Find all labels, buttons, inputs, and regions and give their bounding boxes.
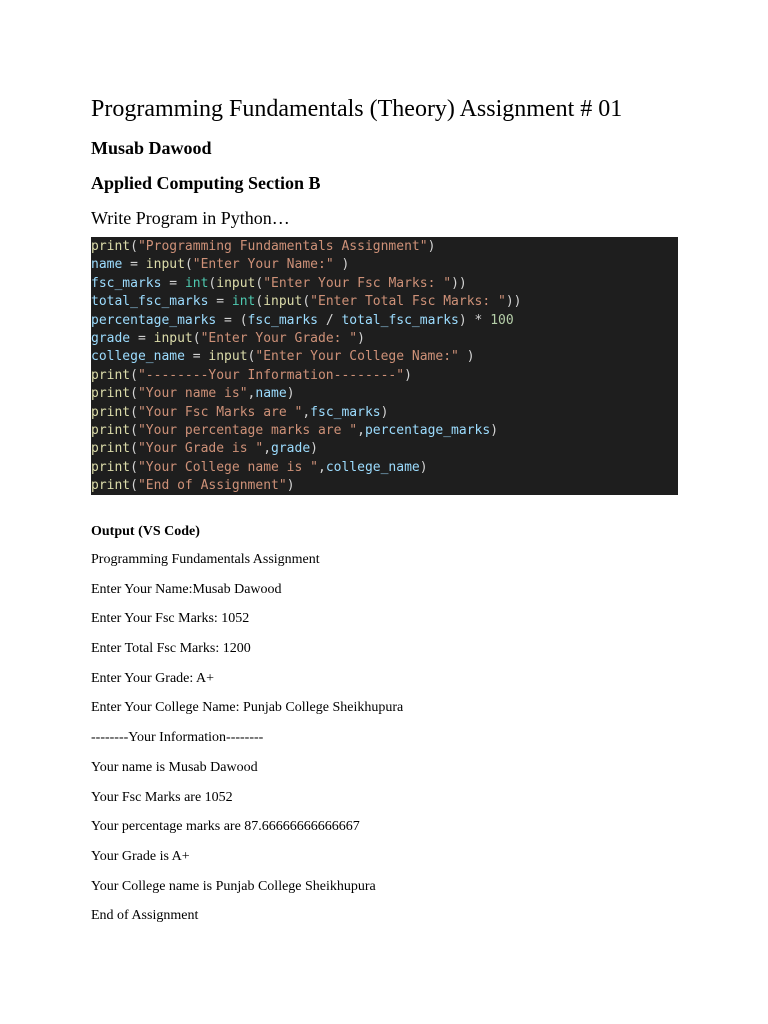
- code-token: input: [153, 330, 193, 346]
- code-token: print: [91, 386, 131, 402]
- code-token: ): [310, 441, 318, 457]
- code-line: [91, 312, 678, 330]
- code-token: =: [161, 275, 185, 291]
- output-line: Enter Your Grade: A+: [91, 670, 214, 686]
- code-line: [91, 385, 678, 403]
- output-line: Your College name is Punjab College Sheikhupura: [91, 878, 376, 894]
- code-token: grade: [271, 441, 311, 457]
- output-line: --------Your Information--------: [91, 730, 264, 746]
- code-token: input: [145, 257, 185, 273]
- code-token: total_fsc_marks: [341, 312, 459, 328]
- code-token: =: [184, 349, 209, 365]
- code-token: = (: [216, 312, 248, 328]
- code-token: (: [130, 422, 138, 438]
- code-token: =: [122, 257, 146, 273]
- code-token: fsc_marks: [310, 404, 381, 420]
- code-token: )): [451, 275, 467, 291]
- code-token: (: [130, 239, 138, 254]
- code-token: "Enter Your Grade: ": [200, 330, 358, 346]
- output-line: Your Fsc Marks are 1052: [91, 789, 233, 805]
- code-token: /: [318, 312, 342, 328]
- code-line: [91, 275, 678, 293]
- code-token: "Enter Your Fsc Marks: ": [263, 275, 452, 291]
- code-token: input: [263, 294, 303, 310]
- output-line: Enter Total Fsc Marks: 1200: [91, 641, 251, 657]
- code-line: [91, 238, 678, 256]
- code-token: ): [458, 349, 475, 365]
- code-token: total_fsc_marks: [91, 294, 209, 310]
- code-token: (: [247, 349, 256, 365]
- code-token: print: [91, 478, 131, 494]
- code-token: ): [404, 367, 412, 383]
- code-token: input: [216, 275, 256, 291]
- code-token: ,: [263, 441, 272, 457]
- code-line: [91, 404, 678, 422]
- code-token: print: [91, 239, 131, 254]
- code-token: ): [419, 459, 428, 475]
- code-line: [91, 348, 678, 366]
- code-token: ): [333, 257, 350, 273]
- code-token: )): [505, 294, 522, 310]
- code-token: int: [184, 275, 209, 291]
- code-token: fsc_marks: [247, 312, 318, 328]
- code-line: [91, 422, 678, 440]
- code-token: ): [490, 422, 499, 438]
- author-name: Musab Dawood: [91, 138, 212, 158]
- output-lines: [91, 550, 691, 926]
- output-line: Enter Your College Name: Punjab College Sheikhupura: [91, 700, 404, 716]
- output-line: Your percentage marks are 87.66666666666667: [91, 819, 360, 835]
- code-token: ): [357, 330, 365, 346]
- code-token: grade: [91, 330, 131, 346]
- section-heading: Applied Computing Section B: [91, 173, 321, 193]
- code-token: (: [130, 386, 138, 402]
- code-token: "Enter Your Name:": [192, 257, 334, 273]
- code-line: [91, 293, 678, 311]
- code-token: print: [91, 459, 131, 475]
- code-token: (: [130, 441, 138, 457]
- code-token: ,: [247, 386, 256, 402]
- code-line: [91, 477, 678, 495]
- code-token: (: [130, 459, 138, 475]
- code-line: [91, 367, 678, 385]
- code-token: print: [91, 367, 131, 383]
- code-token: print: [91, 404, 131, 420]
- code-token: =: [130, 330, 154, 346]
- document-title: Programming Fundamentals (Theory) Assignment # 01: [91, 96, 623, 122]
- code-token: "Enter Total Fsc Marks: ": [310, 294, 506, 310]
- code-token: "Your name is": [137, 386, 248, 402]
- code-token: print: [91, 441, 131, 457]
- code-token: "Your College name is ": [137, 459, 318, 475]
- document-page: [91, 92, 691, 936]
- code-token: =: [208, 294, 232, 310]
- code-token: college_name: [325, 459, 420, 475]
- code-token: "--------Your Information--------": [137, 367, 405, 383]
- code-token: (: [130, 404, 138, 420]
- code-token: fsc_marks: [91, 275, 162, 291]
- output-line: Enter Your Name:Musab Dawood: [91, 581, 282, 597]
- code-token: ) *: [458, 312, 491, 328]
- code-token: (: [192, 330, 201, 346]
- code-line: [91, 256, 678, 274]
- code-token: input: [208, 349, 248, 365]
- code-token: "End of Assignment": [137, 478, 287, 494]
- code-token: ): [380, 404, 389, 420]
- code-token: "Enter Your College Name:": [255, 349, 459, 365]
- code-token: 100: [490, 312, 514, 328]
- code-token: ,: [357, 422, 365, 438]
- code-token: ,: [302, 404, 311, 420]
- code-token: ): [286, 478, 295, 494]
- code-token: ): [427, 239, 436, 254]
- code-line: [91, 330, 678, 348]
- code-token: (: [130, 478, 138, 494]
- code-token: (: [130, 367, 138, 383]
- output-line: End of Assignment: [91, 908, 199, 924]
- output-line: Your Grade is A+: [91, 848, 190, 864]
- output-heading: Output (VS Code): [91, 524, 200, 539]
- code-token: (: [255, 275, 264, 291]
- code-token: "Your Fsc Marks are ": [137, 404, 303, 420]
- code-token: "Your Grade is ": [137, 441, 264, 457]
- intro-text: Write Program in Python…: [91, 208, 290, 228]
- code-token: percentage_marks: [91, 312, 217, 328]
- code-token: print: [91, 422, 131, 438]
- code-token: int: [231, 294, 256, 310]
- code-token: ): [286, 386, 295, 402]
- code-token: college_name: [91, 349, 185, 365]
- code-token: name: [255, 386, 287, 402]
- code-token: percentage_marks: [364, 422, 491, 438]
- code-block: [91, 237, 678, 495]
- code-token: ,: [317, 459, 326, 475]
- code-token: (: [255, 294, 264, 310]
- code-token: (: [302, 294, 311, 310]
- output-line: Programming Fundamentals Assignment: [91, 552, 320, 567]
- code-token: "Programming Fundamentals Assignment": [137, 239, 428, 254]
- code-line: [91, 440, 678, 458]
- code-line: [91, 459, 678, 477]
- code-token: "Your percentage marks are ": [137, 422, 358, 438]
- code-token: (: [208, 275, 217, 291]
- output-line: Your name is Musab Dawood: [91, 759, 258, 775]
- output-line: Enter Your Fsc Marks: 1052: [91, 611, 250, 627]
- code-token: (: [184, 257, 193, 273]
- code-token: name: [91, 257, 123, 273]
